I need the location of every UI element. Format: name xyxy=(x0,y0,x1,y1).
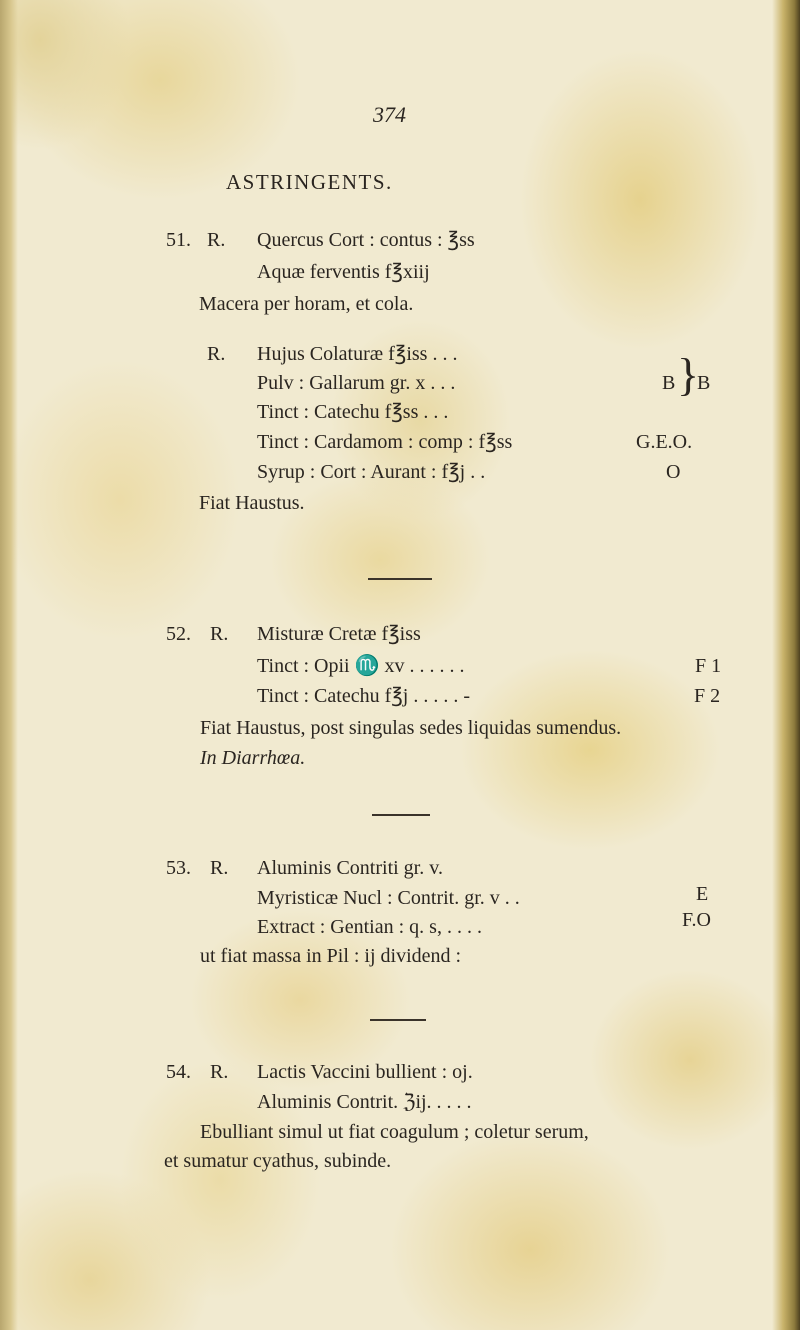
brace-icon: } xyxy=(677,349,700,400)
rx52-line: Tinct : Catechu f℥j . . . . . - xyxy=(257,685,471,707)
rx52-line: Fiat Haustus, post singulas sedes liquidas sumendus. xyxy=(200,717,622,739)
page-edge xyxy=(772,0,800,1330)
rx51-line: Aquæ ferventis f℥xiij xyxy=(257,261,430,283)
rx53-margin-note: E xyxy=(696,883,709,905)
rx51-line: Quercus Cort : contus : ℥ss xyxy=(257,229,475,251)
rx51-line: Tinct : Catechu f℥ss . . . xyxy=(257,401,449,423)
rx53-line: Extract : Gentian : q. s, . . . . xyxy=(257,916,482,938)
rx51-line: Fiat Haustus. xyxy=(199,492,305,514)
rx52-number: 52. xyxy=(166,623,191,645)
rx51-line: Macera per horam, et cola. xyxy=(199,293,414,315)
rx52-recipe-mark: R. xyxy=(210,623,229,645)
binding-edge xyxy=(0,0,18,1330)
rx53-line: ut fiat massa in Pil : ij dividend : xyxy=(200,945,462,967)
rx52-indication: In Diarrhœa. xyxy=(200,747,306,769)
section-divider xyxy=(368,578,432,580)
section-divider xyxy=(372,814,430,816)
rx51-line: Syrup : Cort : Aurant : f℥j . . xyxy=(257,461,486,483)
rx51-line: Pulv : Gallarum gr. x . . . xyxy=(257,372,456,394)
rx51-recipe-mark: R. xyxy=(207,229,226,251)
rx54-recipe-mark: R. xyxy=(210,1061,229,1083)
section-divider xyxy=(370,1019,426,1021)
page-heading: ASTRINGENTS. xyxy=(226,170,393,194)
rx51-line: Tinct : Cardamom : comp : f℥ss xyxy=(257,431,513,453)
rx51-recipe-mark-2: R. xyxy=(207,343,226,365)
rx51-line: Hujus Colaturæ f℥iss . . . xyxy=(257,343,458,365)
rx52-margin-note: F 1 xyxy=(695,655,722,677)
rx52-line: Misturæ Cretæ f℥iss xyxy=(257,623,421,645)
rx52-margin-note: F 2 xyxy=(694,685,721,707)
rx54-line: Ebulliant simul ut fiat coagulum ; coletur serum, xyxy=(200,1121,589,1143)
rx53-number: 53. xyxy=(166,857,191,879)
rx54-line: et sumatur cyathus, subinde. xyxy=(164,1150,392,1172)
rx53-margin-note: F.O xyxy=(682,909,711,931)
page-number: 374 xyxy=(373,102,406,127)
rx53-recipe-mark: R. xyxy=(210,857,229,879)
rx51-margin-note: B xyxy=(697,372,711,394)
rx52-line: Tinct : Opii ♏ xv . . . . . . xyxy=(257,655,465,677)
rx51-margin-note: O xyxy=(666,461,681,483)
rx54-number: 54. xyxy=(166,1061,191,1083)
rx53-line: Aluminis Contriti gr. v. xyxy=(257,857,443,879)
rx51-margin-note: B xyxy=(662,372,676,394)
rx51-margin-note: G.E.O. xyxy=(636,431,693,453)
rx51-number: 51. xyxy=(166,229,191,251)
rx53-line: Myristicæ Nucl : Contrit. gr. v . . xyxy=(257,887,520,909)
rx54-line: Lactis Vaccini bullient : oj. xyxy=(257,1061,473,1083)
rx54-line: Aluminis Contrit. ℨij. . . . . xyxy=(257,1091,472,1113)
